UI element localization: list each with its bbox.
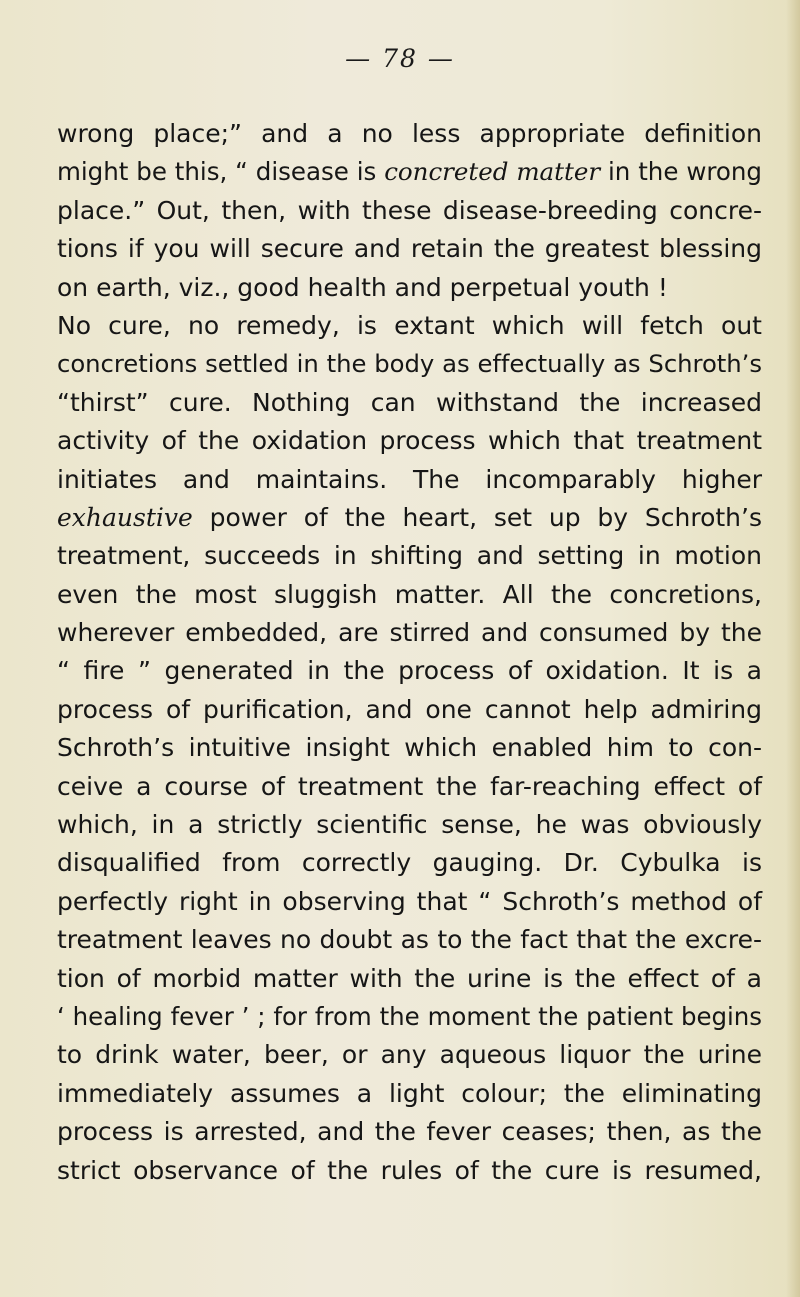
text-line: tion of morbid matter with the urine is the effect of a (57, 963, 762, 993)
text-line: “thirst” cure. Nothing can withstand the increased (57, 387, 762, 417)
text-segment: in the wrong (600, 157, 762, 187)
text-line: process is arrested, and the fever ceases; then, as the (57, 1117, 762, 1147)
text-line: initiates and maintains. The incomparably higher (57, 464, 762, 494)
page-number: — 78 — (345, 44, 455, 73)
text-segment: might be this, “ disease is (57, 157, 385, 187)
text-line: Schroth’s intuitive insight which enabled him to con- (57, 733, 762, 763)
text-line: disqualified from correctly gauging. Dr. Cybulka is (57, 848, 762, 878)
italic-emphasis: exhaustive (57, 502, 193, 532)
text-segment: power of the heart, set up by Schroth’s (192, 502, 762, 532)
text-line: which, in a strictly scientific sense, he was obviously (57, 810, 762, 840)
text-line: “ fire ” generated in the process of oxidation. It is a (57, 656, 762, 686)
page-edge-shadow (786, 0, 800, 1297)
text-line-with-italic (57, 153, 762, 191)
text-line: strict observance of the rules of the cure is resumed, (57, 1155, 762, 1185)
text-line: No cure, no remedy, is extant which will fetch out (57, 310, 762, 340)
text-line: wrong place;” and a no less appropriate definition (57, 119, 762, 148)
text-line: place.” Out, then, with these disease-breeding concre- (57, 195, 762, 225)
body-text (57, 115, 762, 1190)
text-line: tions if you will secure and retain the greatest blessing (57, 234, 762, 264)
text-line: ‘ healing fever ’ ; for from the moment the patient begins (57, 1001, 762, 1031)
text-line: even the most sluggish matter. All the concretions, (57, 579, 762, 609)
text-line: concretions settled in the body as effectually as Schroth’s (57, 349, 762, 379)
italic-emphasis: concreted matter (384, 157, 601, 187)
text-line: on earth, viz., good health and perpetual youth ! (57, 272, 668, 302)
text-line: treatment, succeeds in shifting and setting in motion (57, 541, 762, 571)
text-line: immediately assumes a light colour; the eliminating (57, 1078, 762, 1108)
text-line: wherever embedded, are stirred and consumed by the (57, 618, 762, 648)
text-line-with-italic (57, 499, 762, 537)
text-line: perfectly right in observing that “ Schroth’s method of (57, 886, 762, 916)
text-line: to drink water, beer, or any aqueous liquor the urine (57, 1040, 762, 1070)
text-line: activity of the oxidation process which that treatment (57, 426, 762, 456)
text-line: process of purification, and one cannot help admiring (57, 694, 762, 724)
text-line: treatment leaves no doubt as to the fact that the excre- (57, 925, 762, 955)
text-line: ceive a course of treatment the far-reaching effect of (57, 771, 762, 801)
